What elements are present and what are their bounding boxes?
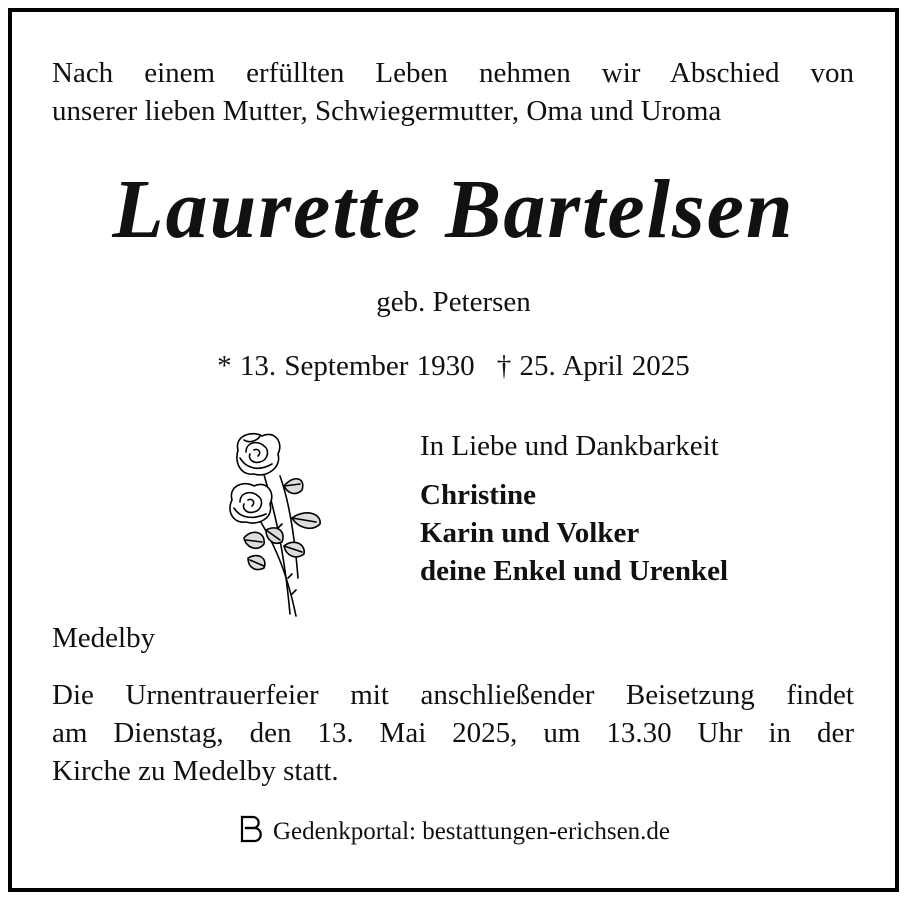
- memorial-portal: [0, 812, 907, 852]
- mourners-lead: In Liebe und Dankbarkeit: [420, 430, 719, 462]
- death-date: † 25. April 2025: [496, 350, 690, 382]
- place-name: Medelby: [52, 622, 156, 654]
- intro-text: [52, 54, 854, 130]
- mourner-name: deine Enkel und Urenkel: [420, 555, 729, 587]
- intro-line-1: Nach einem erfüllten Leben nehmen wir Abschied von: [52, 57, 854, 89]
- mourners-block: [420, 426, 860, 590]
- intro-line-2: unserer lieben Mutter, Schwiegermutter, Oma und Uroma: [52, 95, 722, 127]
- deceased-name: Laurette Bartelsen: [112, 163, 795, 256]
- ceremony-text: [52, 676, 854, 790]
- ceremony-line-3: Kirche zu Medelby statt.: [52, 755, 339, 787]
- erichsen-logo-icon: [237, 814, 267, 844]
- rose-icon: [222, 428, 332, 618]
- maiden-name: geb. Petersen: [376, 286, 531, 318]
- portal-link[interactable]: Gedenkportal: bestattungen-erichsen.de: [272, 818, 671, 845]
- mourner-name: Christine: [420, 479, 536, 511]
- mourners-names: [420, 476, 860, 590]
- ceremony-line-1: Die Urnentrauerfeier mit anschließender Beisetzung findet: [52, 679, 854, 711]
- ceremony-line-2: am Dienstag, den 13. Mai 2025, um 13.30 Uhr in der: [52, 717, 854, 749]
- life-dates: [0, 345, 907, 387]
- mourner-name: Karin und Volker: [420, 517, 640, 549]
- birth-date: * 13. September 1930: [217, 350, 475, 382]
